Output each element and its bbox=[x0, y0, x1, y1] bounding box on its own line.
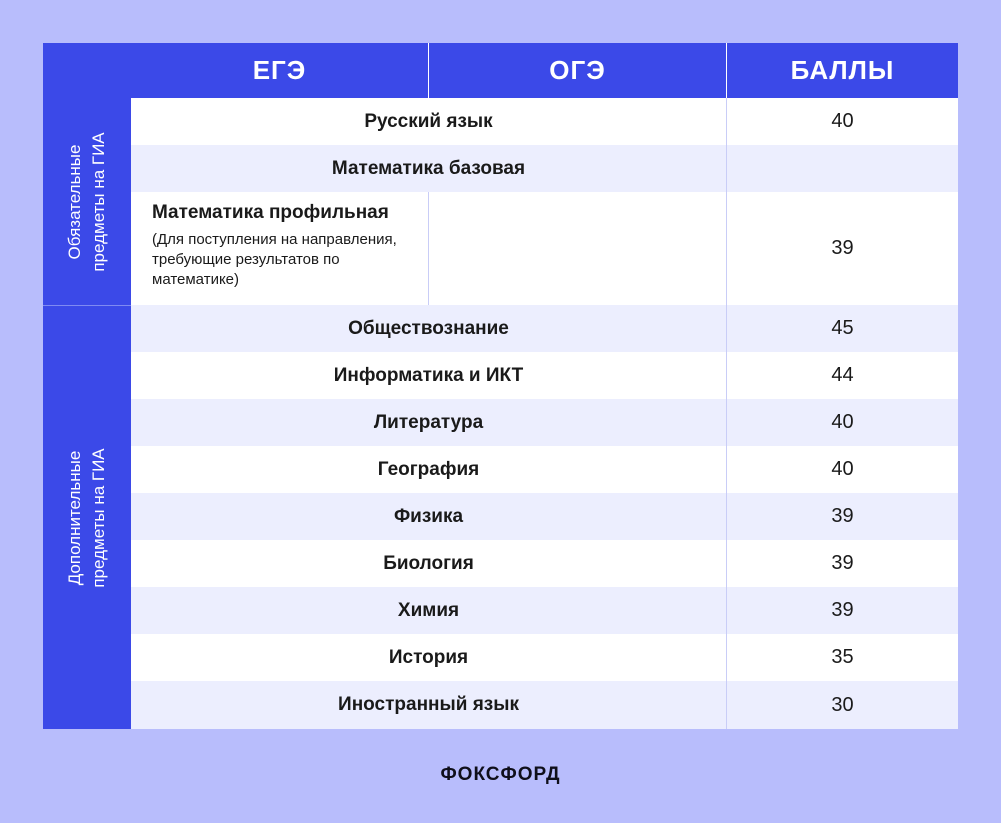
header-oge: ОГЭ bbox=[429, 43, 726, 98]
score-cell: 39 bbox=[831, 599, 854, 621]
subject-cell: Биология bbox=[383, 552, 474, 574]
foxford-logo: ФОКСФОРД bbox=[440, 764, 561, 785]
side-mandatory bbox=[43, 98, 131, 305]
subject-cell: История bbox=[388, 646, 469, 668]
header-score: БАЛЛЫ bbox=[727, 43, 958, 98]
side-additional bbox=[43, 306, 131, 729]
subject-cell: Химия bbox=[397, 599, 460, 621]
table-row bbox=[131, 493, 958, 540]
subject-cell: Литература bbox=[373, 411, 484, 433]
score-cell: 40 bbox=[831, 458, 854, 480]
score-cell: 30 bbox=[831, 693, 854, 716]
subject-note: (Для поступления на направления, требующие результатов по математике) bbox=[152, 231, 397, 288]
table-row bbox=[131, 681, 958, 729]
score-cell: 40 bbox=[831, 110, 854, 132]
header-corner bbox=[43, 43, 131, 98]
side-label-line: Дополнительные bbox=[65, 450, 84, 585]
score-cell: 44 bbox=[831, 364, 854, 386]
score-cell: 39 bbox=[831, 505, 854, 527]
score-cell: 39 bbox=[831, 237, 854, 259]
header-divider bbox=[428, 43, 429, 98]
score-cell: 35 bbox=[831, 646, 854, 668]
side-label-line: предметы на ГИА bbox=[89, 131, 108, 272]
table-row bbox=[131, 305, 958, 352]
table-row bbox=[131, 540, 958, 587]
subject-cell: Математика базовая bbox=[331, 157, 526, 179]
table-row bbox=[131, 192, 958, 305]
side-label-line: предметы на ГИА bbox=[89, 447, 108, 588]
table-row bbox=[131, 145, 958, 192]
score-cell bbox=[727, 145, 958, 192]
subject-cell: Физика bbox=[393, 505, 464, 527]
score-cell: 45 bbox=[831, 317, 854, 339]
subject-cell: Информатика и ИКТ bbox=[333, 364, 524, 386]
side-label-mandatory bbox=[63, 132, 111, 271]
table-row bbox=[131, 352, 958, 399]
table-row bbox=[131, 98, 958, 145]
side-label-line: Обязательные bbox=[65, 144, 84, 260]
header-ege: ЕГЭ bbox=[131, 43, 428, 98]
subject-cell bbox=[131, 192, 428, 305]
side-label-additional bbox=[63, 448, 111, 587]
subject-cell: Русский язык bbox=[364, 110, 493, 132]
score-cell: 39 bbox=[831, 552, 854, 574]
subject-title: Математика профильная bbox=[152, 202, 389, 223]
column-divider bbox=[428, 192, 429, 305]
table-row bbox=[131, 399, 958, 446]
subject-cell: География bbox=[377, 458, 480, 480]
header-divider bbox=[726, 43, 727, 98]
table-row bbox=[131, 446, 958, 493]
subject-cell: Обществознание bbox=[348, 317, 509, 339]
table-row bbox=[131, 587, 958, 634]
table-row bbox=[131, 634, 958, 681]
score-cell: 40 bbox=[831, 411, 854, 433]
scores-table bbox=[43, 43, 958, 729]
subject-cell: Иностранный язык bbox=[338, 694, 519, 715]
